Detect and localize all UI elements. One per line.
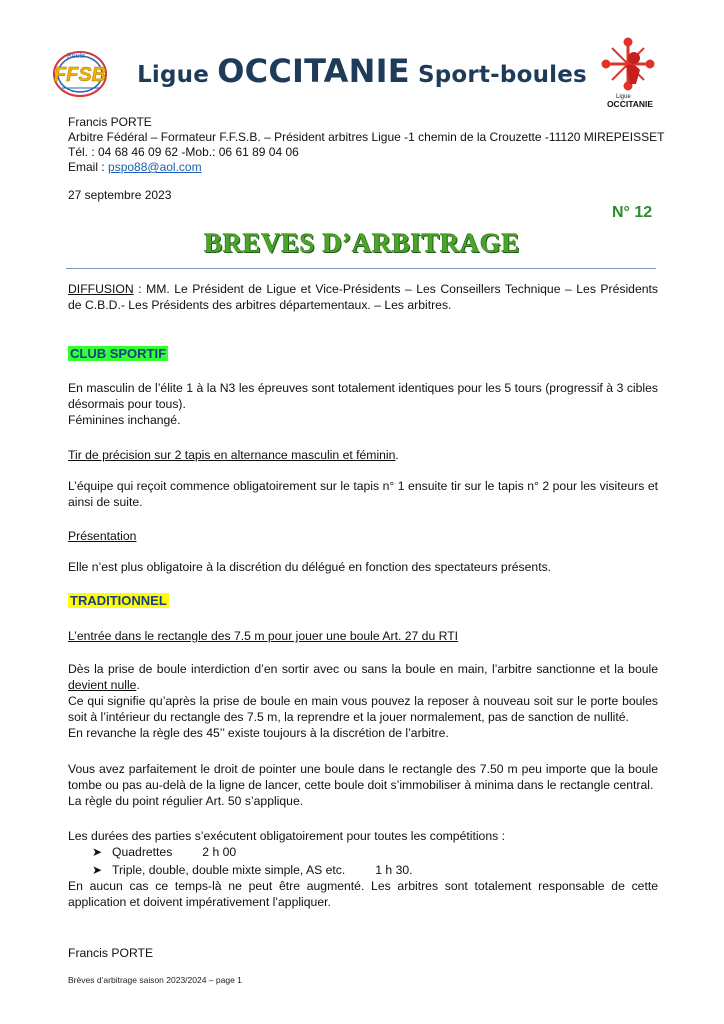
trad-paragraph-2: Ce qui signifie qu’après la prise de boule en main vous pouvez la reposer à nouveau soit sur le porte boules soit à l’intérieur du rectangle des 7.5 m, la reprendre et la jouer normalement, pas de sanction de nullité.	[68, 694, 658, 724]
diffusion-label: DIFFUSION	[68, 282, 134, 296]
email-link[interactable]: pspo88@aol.com	[108, 160, 202, 174]
trad-paragraph-5: La règle du point régulier Art. 50 s’applique.	[68, 794, 304, 808]
logo-left-text: FFSB	[53, 64, 107, 86]
trad-paragraph-1: Dès la prise de boule interdiction d’en sortir avec ou sans la boule en main, l’arbitre sanctionne et la boule devient nulle.	[68, 662, 658, 692]
sender-role: Arbitre Fédéral – Formateur F.F.S.B. – Président arbitres Ligue -1 chemin de la Crouzette -11120 MIREPEISSET	[68, 130, 665, 144]
main-title: BREVES D’ARBITRAGE	[204, 228, 520, 258]
occitanie-logo	[596, 36, 660, 112]
trad-paragraph-3: En revanche la règle des 45’’ existe toujours à la discrétion de l’arbitre.	[68, 726, 449, 740]
club-paragraph-3: Elle n’est plus obligatoire à la discrétion du délégué en fonction des spectateurs présents.	[68, 560, 552, 574]
logo-right-text: OCCITANIE	[606, 99, 654, 109]
trad-paragraph-6: Les durées des parties s’exécutent obligatoirement pour toutes les compétitions :	[68, 829, 505, 843]
league-title: Ligue OCCITANIE Sport-boules	[137, 52, 587, 90]
club-paragraph-2: L’équipe qui reçoit commence obligatoirement sur le tapis n° 1 ensuite tir sur le tapis n° 2 pour les visiteurs et ainsi de suite.	[68, 479, 658, 509]
diffusion-paragraph: DIFFUSION : MM. Le Président de Ligue et Vice-Présidents – Les Conseillers Technique – Les Présidents de C.B.D.- Les Présidents des arbitres départementaux. – Les arbitres.	[68, 282, 658, 312]
sender-phone: Tél. : 04 68 46 09 62 -Mob.: 06 61 89 04 06	[68, 145, 299, 159]
trad-paragraph-7: En aucun cas ce temps-là ne peut être augmenté. Les arbitres sont totalement responsable de cette application et doivent impérativement l’appliquer.	[68, 879, 658, 909]
club-subheading-tir: Tir de précision sur 2 tapis en alternance masculin et féminin.	[68, 448, 399, 462]
logo-left-top-text: Boule	[67, 53, 85, 60]
issue-number: N° 12	[612, 204, 653, 221]
page-footer: Brèves d’arbitrage saison 2023/2024 – page 1	[68, 975, 242, 985]
title-divider	[66, 268, 656, 269]
sender-email-line: Email : pspo88@aol.com	[68, 160, 202, 174]
trad-paragraph-4: Vous avez parfaitement le droit de pointer une boule dans le rectangle des 7.50 m peu importe que la boule tombe ou pas au-delà de la ligne de lancer, cette boule doit s’immobiliser à minima dans le rectangle central.	[68, 762, 658, 792]
club-paragraph-1b: Féminines inchangé.	[68, 413, 181, 427]
list-item: ➤ Triple, double, double mixte simple, AS etc. 1 h 30.	[92, 863, 413, 877]
document-date: 27 septembre 2023	[68, 188, 172, 202]
trad-subheading-rectangle: L’entrée dans le rectangle des 7.5 m pour jouer une boule Art. 27 du RTI	[68, 629, 459, 643]
arrow-bullet-icon: ➤	[92, 845, 103, 859]
club-subheading-presentation: Présentation	[68, 529, 137, 543]
logo-right-top-text: Ligue	[616, 94, 631, 100]
section-heading-club-sportif: CLUB SPORTIF	[70, 346, 167, 361]
arrow-bullet-icon: ➤	[92, 863, 103, 877]
sender-name: Francis PORTE	[68, 115, 152, 129]
club-paragraph-1: En masculin de l’élite 1 à la N3 les épreuves sont totalement identiques pour les 5 tours (progressif à 3 cibles désormais pour tous).	[68, 381, 658, 411]
section-heading-traditionnel: TRADITIONNEL	[70, 593, 167, 608]
signature: Francis PORTE	[68, 946, 154, 960]
list-item: ➤ Quadrettes 2 h 00	[92, 845, 237, 859]
